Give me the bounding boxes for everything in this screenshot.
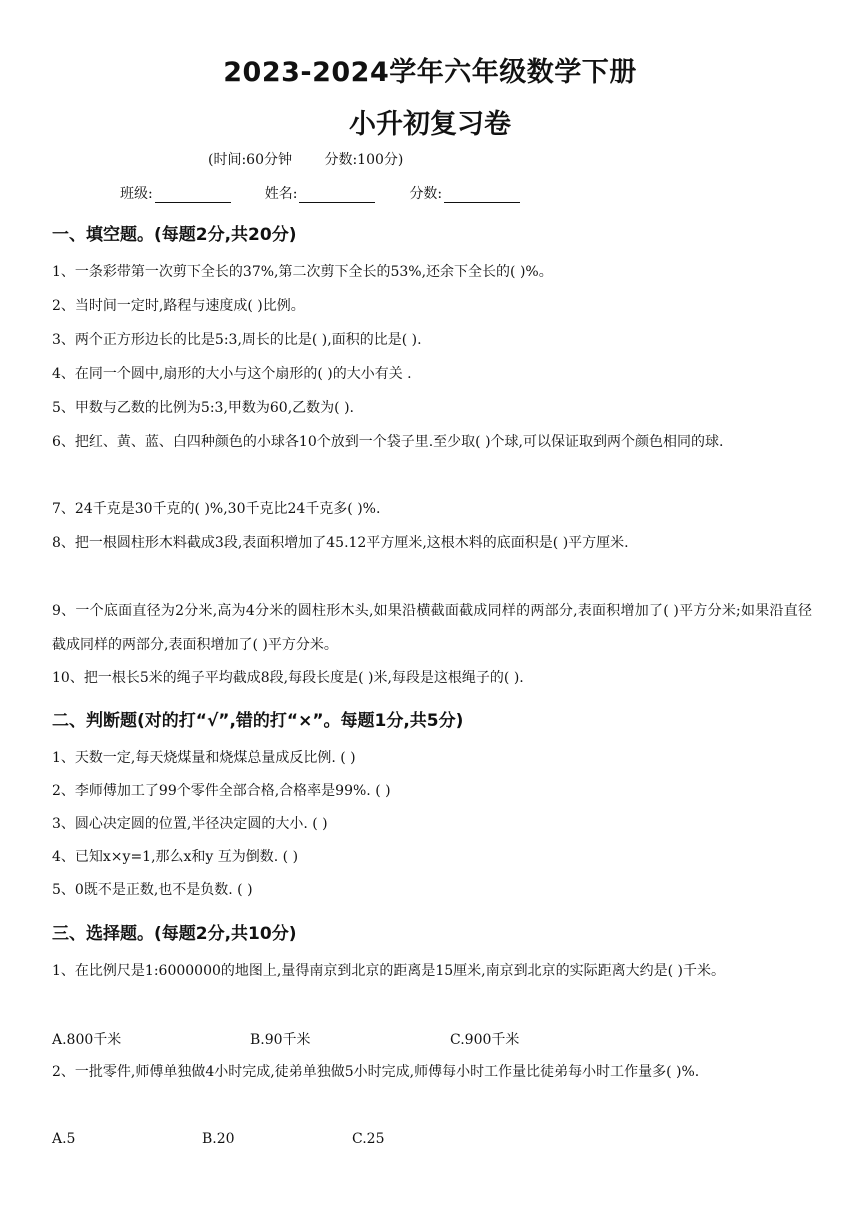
section1-question-6: 6、把红、黄、蓝、白四种颜色的小球各10个放到一个袋子里.至少取( )个球,可以保证取到两个颜色相同的球. bbox=[52, 434, 724, 450]
section2-question-5: 5、0既不是正数,也不是负数. ( ) bbox=[52, 882, 253, 898]
time-limit: (时间:60分钟 bbox=[208, 152, 292, 168]
section1-question-7: 7、24千克是30千克的( )%,30千克比24千克多( )%. bbox=[52, 501, 381, 517]
score-blank[interactable] bbox=[444, 187, 520, 203]
section1-question-2: 2、当时间一定时,路程与速度成( )比例。 bbox=[52, 298, 305, 314]
section1-question-8: 8、把一根圆柱形木料截成3段,表面积增加了45.12平方厘米,这根木料的底面积是( )平方厘米. bbox=[52, 535, 629, 551]
option-a[interactable]: A.5 bbox=[52, 1131, 76, 1147]
section1-question-3: 3、两个正方形边长的比是5:3,周长的比是( ),面积的比是( ). bbox=[52, 332, 422, 348]
option-a[interactable]: A.800千米 bbox=[52, 1032, 122, 1048]
name-label: 姓名: bbox=[264, 186, 298, 202]
score-field bbox=[409, 183, 520, 203]
section1-question-9: 9、一个底面直径为2分米,高为4分米的圆柱形木头,如果沿横截面截成同样的两部分,表面积增加了( )平方分米;如果沿直径截成同样的两部分,表面积增加了( )平方分米。 bbox=[52, 603, 812, 653]
section3-q2-options bbox=[52, 1131, 384, 1147]
section1-question-5: 5、甲数与乙数的比例为5:3,甲数为60,乙数为( ). bbox=[52, 400, 354, 416]
class-label: 班级: bbox=[120, 186, 153, 202]
exam-title: 2023-2024学年六年级数学下册 bbox=[223, 57, 637, 88]
total-score: 分数:100分) bbox=[324, 152, 404, 168]
section3-question-2: 2、一批零件,师傅单独做4小时完成,徒弟单独做5小时完成,师傅每小时工作量比徒弟每小时工作量多( )%. bbox=[52, 1064, 700, 1080]
section2-question-4: 4、已知x×y=1,那么x和y 互为倒数. ( ) bbox=[52, 849, 299, 865]
section3-q1-options bbox=[52, 1029, 519, 1049]
option-c[interactable]: C.25 bbox=[352, 1131, 385, 1147]
option-c[interactable]: C.900千米 bbox=[450, 1032, 520, 1048]
option-b[interactable]: B.20 bbox=[202, 1131, 235, 1147]
section2-question-1: 1、天数一定,每天烧煤量和烧煤总量成反比例. ( ) bbox=[52, 750, 356, 766]
section1-question-1: 1、一条彩带第一次剪下全长的37%,第二次剪下全长的53%,还余下全长的( )%。 bbox=[52, 264, 553, 280]
exam-meta bbox=[208, 149, 431, 169]
section2-question-2: 2、李师傅加工了99个零件全部合格,合格率是99%. ( ) bbox=[52, 783, 391, 799]
name-blank[interactable] bbox=[299, 187, 375, 203]
option-b[interactable]: B.90千米 bbox=[250, 1032, 311, 1048]
student-info bbox=[120, 183, 554, 203]
section2-heading: 二、判断题(对的打“√”,错的打“×”。每题1分,共5分) bbox=[52, 711, 464, 731]
section3-heading: 三、选择题。(每题2分,共10分) bbox=[52, 924, 297, 944]
section1-question-4: 4、在同一个圆中,扇形的大小与这个扇形的( )的大小有关 . bbox=[52, 366, 412, 382]
section1-heading: 一、填空题。(每题2分,共20分) bbox=[52, 225, 297, 245]
exam-subtitle: 小升初复习卷 bbox=[349, 109, 511, 140]
section3-question-1: 1、在比例尺是1:6000000的地图上,量得南京到北京的距离是15厘米,南京到北京的实际距离大约是( )千米。 bbox=[52, 963, 725, 979]
section1-question-10: 10、把一根长5米的绳子平均截成8段,每段长度是( )米,每段是这根绳子的( ). bbox=[52, 670, 524, 686]
class-blank[interactable] bbox=[155, 187, 231, 203]
section2-question-3: 3、圆心决定圆的位置,半径决定圆的大小. ( ) bbox=[52, 816, 328, 832]
class-field bbox=[120, 183, 231, 203]
name-field bbox=[265, 183, 376, 203]
score-label: 分数: bbox=[409, 186, 443, 202]
